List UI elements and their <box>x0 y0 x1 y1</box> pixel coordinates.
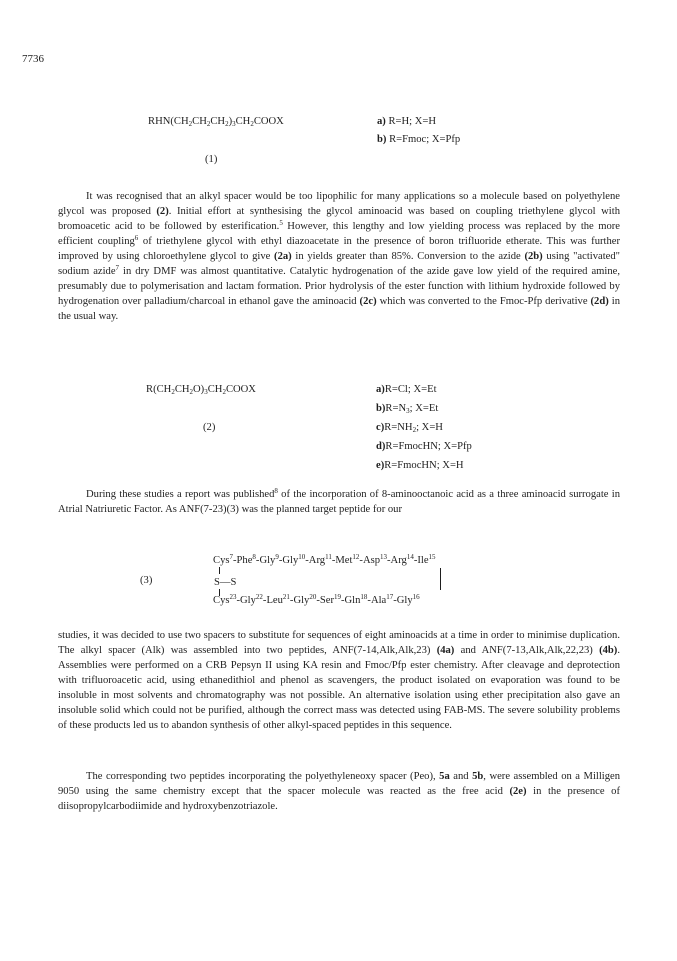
option-key: e) <box>376 460 385 471</box>
chain-link-bar <box>440 568 441 590</box>
option-key: a) <box>377 116 386 127</box>
paragraph-1 <box>58 189 620 324</box>
peptide-bottom-chain: Cys$^{23}$-Gly$^{22}$-Leu$^{21}$-Gly$^{20}$-Ser$^{19}$-Gln$^{18}$-Ala$^{17}$-Gly$^{16}$ <box>213 593 420 606</box>
option-key: d) <box>376 441 386 452</box>
option-key: c) <box>376 422 385 433</box>
option-key: b) <box>376 403 386 414</box>
paragraph-2-text: During these studies a report was published$^8$ of the incorporation of 8-aminooctanoic acid as a three aminoacid surrogate in Atrial Natriuretic Factor. As ANF(7-23)(3) was the planned target peptide for our <box>58 487 620 515</box>
compound-2-option-e <box>376 458 464 473</box>
disulfide-bond-top <box>219 567 220 574</box>
compound-1-label: (1) <box>205 154 218 165</box>
compound-3-label: (3) <box>140 575 153 586</box>
option-text: R=Cl; X=Et <box>384 384 437 395</box>
option-text: $R=NH_2$; X=H <box>384 422 443 434</box>
compound-1-formula: $RHN(CH_2CH_2CH_2)_3CH_2COOX$ <box>148 116 284 128</box>
paragraph-4-text: The corresponding two peptides incorporating the polyethyleneoxy spacer (Peo), 5a and 5b, were assembled on a Milligen 9050 using the same chemistry except that the spacer molecule was reacted as the free acid (2e) in the presence of diisopropylcarbodiimide and hydroxybenzotriazole. <box>58 771 621 812</box>
compound-2-option-c <box>376 420 443 435</box>
paragraph-4 <box>58 769 620 814</box>
compound-2-label: (2) <box>203 422 216 433</box>
option-key: a) <box>376 384 385 395</box>
compound-2-option-d <box>376 439 472 454</box>
compound-1-option-a <box>377 114 436 129</box>
compound-2-option-a <box>376 382 437 397</box>
compound-2-formula: $R(CH_2CH_2O)_3CH_2COOX$ <box>146 384 256 396</box>
compound-2-option-b <box>376 401 438 416</box>
paragraph-3-text: studies, it was decided to use two spacers to substitute for sequences of eight aminoacids at a time in order to minimise duplication. The alkyl spacer (Alk) was assembled into two peptides, ANF(7-14,Alk,Alk,23) (4a) and ANF(7-13,Alk,Alk,22,23) (4b). Assemblies were performed on a CRB Pepsyn II using KA resin and Fmoc/Pfp ester chemistry. After cleavage and deprotection with trifluoroacetic acid, using ethanedithiol and phenol as scavengers, the product isolated on evaporation was found to be insoluble in most solvents and chromatography was not possible. An alternative isolation using ether precipitation also gave an insoluble solid which could not be purified, although the correct mass was detected using FAB-MS. The severe solubility problems of these products led us to abandon synthesis of other alkyl-spaced peptides in this sequence. <box>58 630 620 731</box>
option-text: R=Fmoc; X=Pfp <box>386 134 461 145</box>
disulfide-bridge: S—S <box>214 577 237 588</box>
option-text: R=H; X=H <box>385 116 437 127</box>
option-key: b) <box>377 134 387 145</box>
option-text: $R=N_3$; X=Et <box>385 403 439 415</box>
peptide-top-chain: Cys$^7$-Phe$^8$-Gly$^9$-Gly$^{10}$-Arg$^{11}$-Met$^{12}$-Asp$^{13}$-Arg$^{14}$-Ile$^{15}$ <box>213 553 436 566</box>
option-text: R=FmocHN; X=Pfp <box>385 441 472 452</box>
option-text: R=FmocHN; X=H <box>384 460 464 471</box>
paragraph-3 <box>58 628 620 733</box>
page-number: 7736 <box>22 53 44 65</box>
paragraph-2 <box>58 487 620 517</box>
paragraph-1-text: It was recognised that an alkyl spacer would be too lipophilic for many applications so a molecule based on polyethylene glycol was proposed (2). Initial effort at synthesising the glycol aminoacid was based on coupling triethylene glycol with bromoacetic acid to be followed by esterification.$^5$ However, this lengthy and low yielding process was replaced by the more efficient coupling$^6$ of triethylene glycol with ethyl diazoacetate in the presence of boron trifluoride etherate. This was further improved by using chloroethylene glycol to give (2a) in yields greater than 85%. Conversion to the azide (2b) using "activated" sodium azide$^7$ in dry DMF was almost quantitative. Catalytic hydrogenation of the azide gave low yield of the required amine, presumably due to polymerisation and lactam formation. Prior hydrolysis of the ester function with lithium hydroxide followed by hydrogenation over palladium/charcoal in ethanol gave the aminoacid (2c) which was converted to the Fmoc-Pfp derivative (2d) in the usual way. <box>58 191 621 322</box>
compound-1-option-b <box>377 132 460 147</box>
